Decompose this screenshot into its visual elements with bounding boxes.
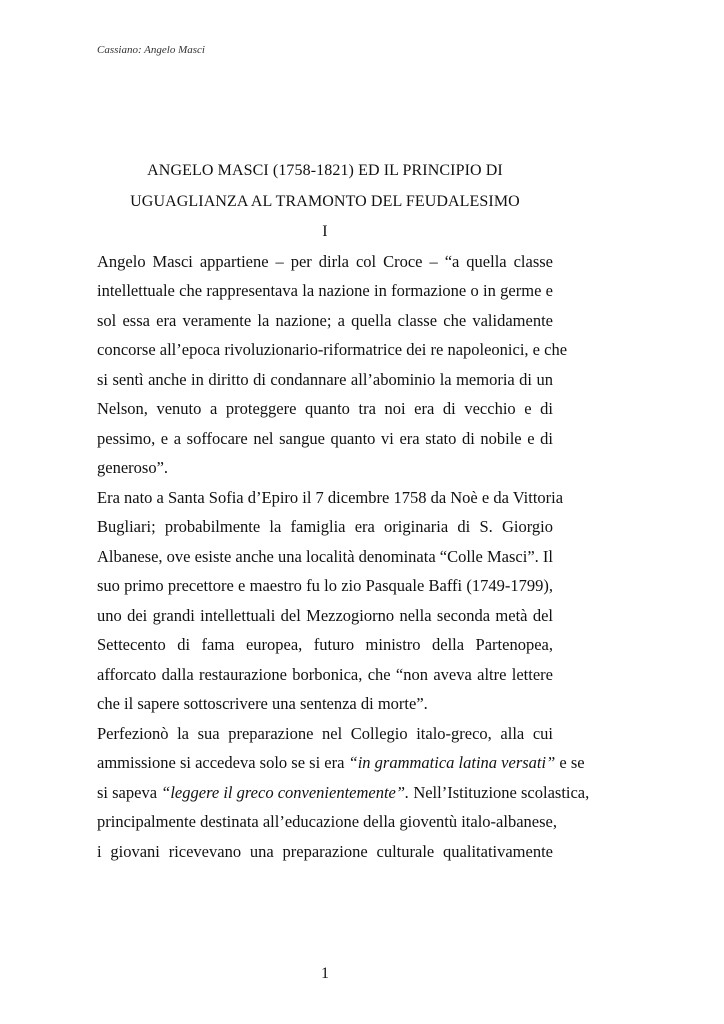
body-line: afforcato dalla restaurazione borbonica, che “non aveva altre lettere: [97, 665, 553, 684]
title-line-1: ANGELO MASCI (1758-1821) ED IL PRINCIPIO DI: [147, 162, 503, 179]
text-run: Nell’Istituzione scolastica,: [413, 783, 590, 802]
page-number: 1: [321, 965, 329, 982]
body-line: concorse all’epoca rivoluzionario-riformatrice dei re napoleonici, e che: [97, 340, 568, 359]
body-line-with-quote: [97, 782, 590, 804]
body-line-with-quote: [97, 752, 585, 774]
body-line: Angelo Masci appartiene – per dirla col Croce – “a quella classe: [97, 252, 553, 271]
body-line: i giovani ricevevano una preparazione culturale qualitativamente: [97, 842, 553, 861]
body-line: suo primo precettore e maestro fu lo zio Pasquale Baffi (1749-1799),: [97, 576, 553, 595]
section-number: I: [322, 223, 328, 240]
body-line: sol essa era veramente la nazione; a quella classe che validamente: [97, 311, 553, 330]
body-line: principalmente destinata all’educazione della gioventù italo-albanese,: [97, 812, 557, 831]
italic-quote: “in grammatica latina versati”: [348, 753, 556, 772]
italic-quote: “leggere il greco convenientemente”.: [161, 783, 410, 802]
body-line: pessimo, e a soffocare nel sangue quanto vi era stato di nobile e di: [97, 429, 553, 448]
body-line: Era nato a Santa Sofia d’Epiro il 7 dicembre 1758 da Noè e da Vittoria: [97, 488, 564, 507]
body-line: Bugliari; probabilmente la famiglia era originaria di S. Giorgio: [97, 517, 553, 536]
body-line: Albanese, ove esiste anche una località denominata “Colle Masci”. Il: [97, 547, 553, 566]
body-line: si sentì anche in diritto di condannare all’abominio la memoria di un: [97, 370, 553, 389]
body-line: Nelson, venuto a proteggere quanto tra noi era di vecchio e di: [97, 399, 553, 418]
body-line: generoso”.: [97, 458, 169, 477]
body-line: intellettuale che rappresentava la nazione in formazione o in germe e: [97, 281, 553, 300]
text-run: si sapeva: [97, 783, 158, 802]
running-header: Cassiano: Angelo Masci: [97, 44, 205, 56]
body-line: Perfezionò la sua preparazione nel Collegio italo-greco, alla cui: [97, 724, 553, 743]
body-line: che il sapere sottoscrivere una sentenza di morte”.: [97, 694, 428, 713]
text-run: e se: [559, 753, 585, 772]
body-line: uno dei grandi intellettuali del Mezzogiorno nella seconda metà del: [97, 606, 553, 625]
title-line-2: UGUAGLIANZA AL TRAMONTO DEL FEUDALESIMO: [130, 193, 520, 210]
text-run: ammissione si accedeva solo se si era: [97, 753, 345, 772]
body-line: Settecento di fama europea, futuro ministro della Partenopea,: [97, 635, 553, 654]
